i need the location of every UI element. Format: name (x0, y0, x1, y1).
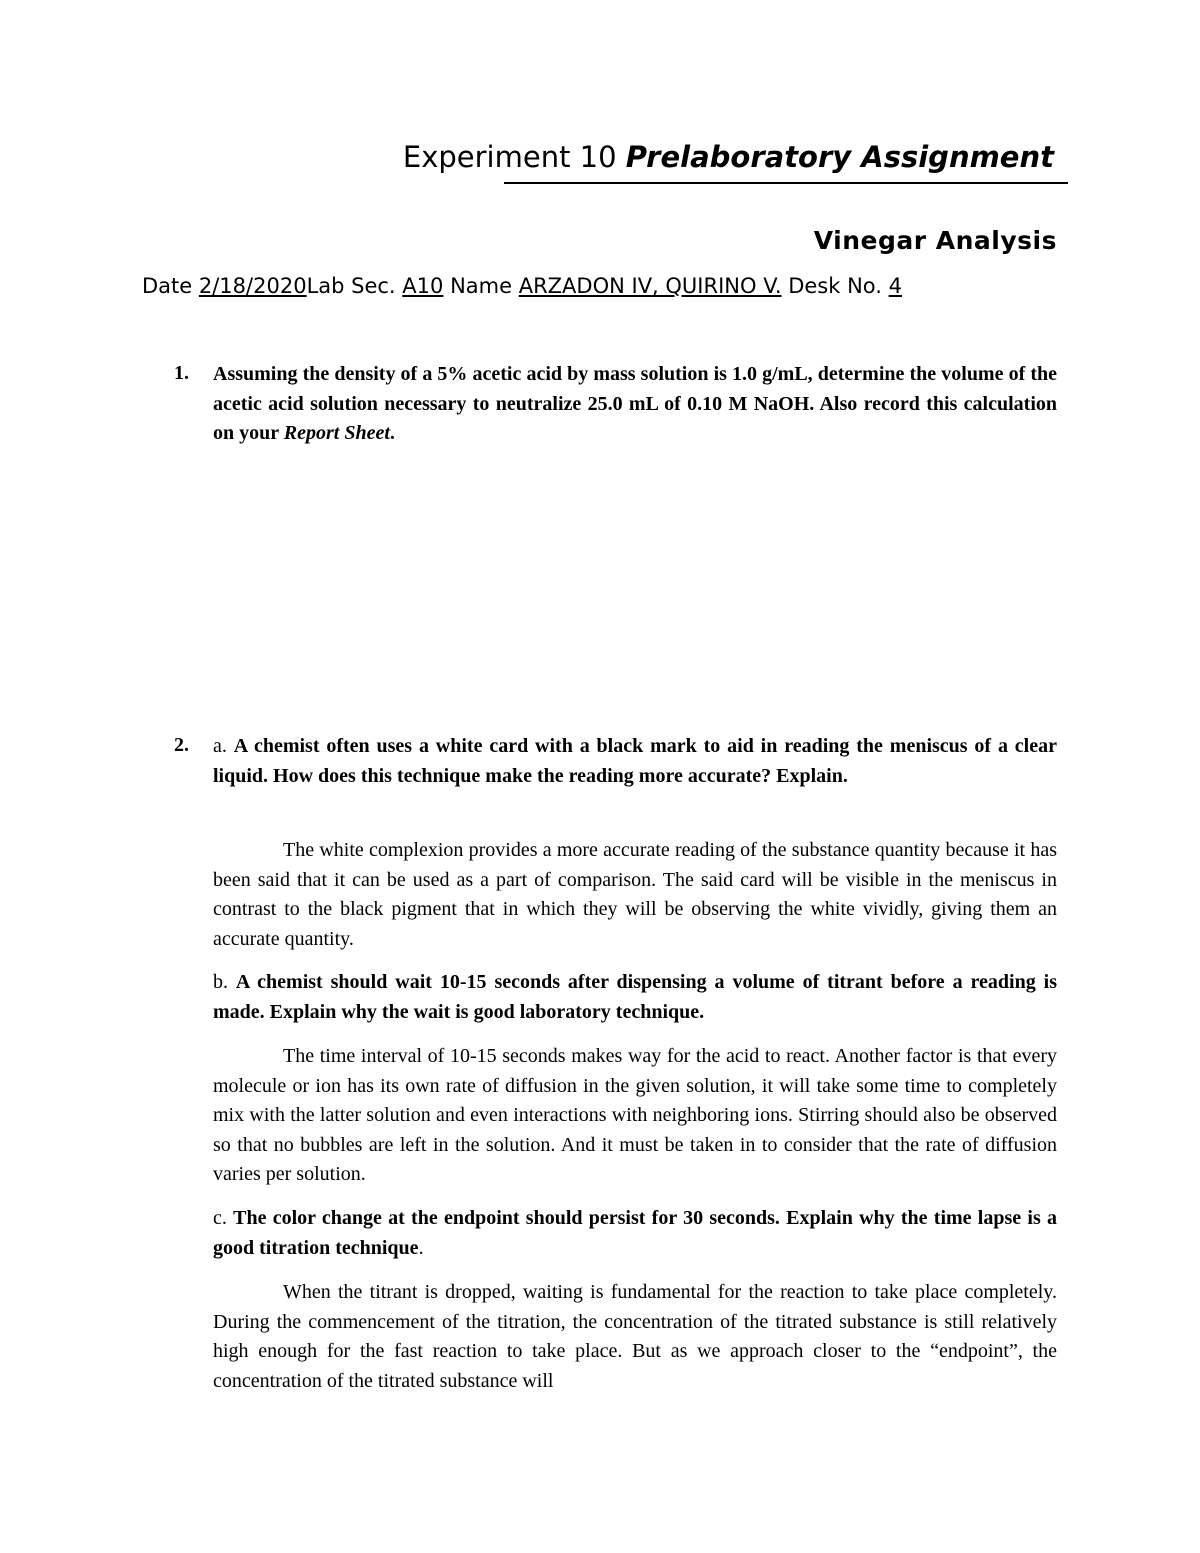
date-label: Date (142, 274, 199, 298)
question-1-emphasis: Report Sheet (283, 422, 390, 444)
answer-2a: The white complexion provides a more accurate reading of the substance quantity because it has been said that it can be used as a part of comparison. The said card will be visible in the meniscus in contrast to the black pigment that in which they will be observing the white vividly, giving them an accurate quantity. (213, 839, 1057, 950)
title-plain: Experiment 10 (402, 140, 626, 174)
question-2c-text: The color change at the endpoint should persist for 30 seconds. Explain why the time lapse is a good titration technique (213, 1207, 1057, 1259)
answer-2b: The time interval of 10-15 seconds makes way for the acid to react. Another factor is that every molecule or ion has its own rate of diffusion in the given solution, it will take some time to completely mix with the latter solution and even interactions with neighboring ions. Stirring should also be observed so that no bubbles are left in the solution. And it must be taken in to consider that the rate of diffusion varies per solution. (213, 1045, 1057, 1185)
question-2a (213, 732, 1057, 791)
question-2b (213, 968, 1057, 1027)
labsec-value: A10 (402, 274, 444, 298)
question-2a-text: A chemist often uses a white card with a black mark to aid in reading the meniscus of a clear liquid. How does this technique make the reading more accurate? Explain. (213, 735, 1057, 787)
question-2-number: 2. (174, 734, 189, 756)
question-1-text (213, 360, 1057, 449)
question-2c-letter: c. (213, 1207, 234, 1229)
page-title (403, 140, 1054, 174)
question-2b-letter: b. (213, 971, 236, 993)
labsec-label: Lab Sec. (306, 274, 403, 298)
name-value: ARZADON IV, QUIRINO V. (518, 274, 782, 298)
page-subtitle: Vinegar Analysis (813, 226, 1057, 255)
desk-value: 4 (888, 274, 902, 298)
question-1-body: Assuming the density of a 5% acetic acid by mass solution is 1.0 g/mL, determine the volume of the acetic acid solution necessary to neutralize 25.0 mL of 0.10 M NaOH. Also record this calculation on your (213, 363, 1057, 444)
desk-label: Desk No. (781, 274, 889, 298)
question-1-number: 1. (174, 362, 189, 384)
question-2c-end: . (418, 1236, 424, 1259)
student-info-line (142, 274, 902, 298)
question-1-end: . (389, 422, 395, 444)
name-label: Name (443, 274, 519, 298)
date-value: 2/18/2020 (198, 274, 307, 298)
title-emphasis: Prelaboratory Assignment (625, 140, 1054, 174)
answer-2c: When the titrant is dropped, waiting is fundamental for the reaction to take place completely. During the commencement of the titration, the concentration of the titrated substance is still relatively high enough for the fast reaction to take place. But as we approach closer to the “endpoint”, the concentration of the titrated substance will (213, 1281, 1057, 1392)
question-2c (213, 1204, 1057, 1263)
question-2b-text: A chemist should wait 10-15 seconds after dispensing a volume of titrant before a reading is made. Explain why the wait is good laboratory technique. (213, 971, 1057, 1023)
question-2a-letter: a. (213, 735, 234, 757)
title-underline-rule (504, 182, 1068, 184)
